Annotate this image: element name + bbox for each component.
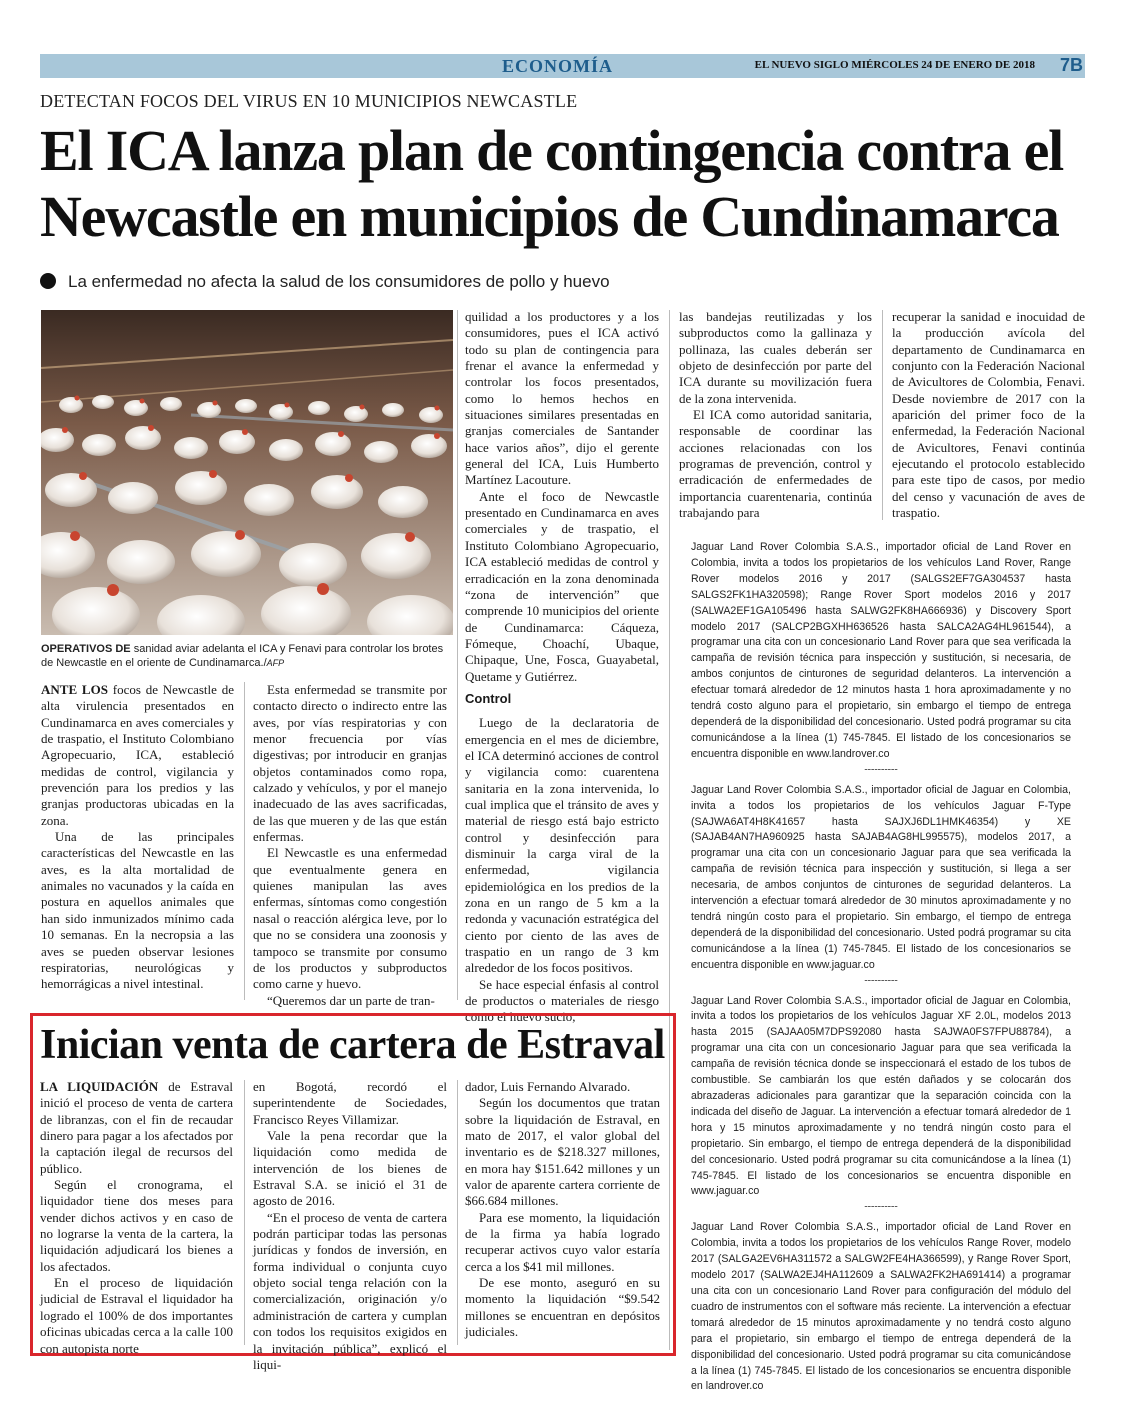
paragraph-text: de Estraval inició el proceso de venta de cartera de libranzas, con el fin de recaudar dinero para pagar a los afectados por la captación ilegal de recursos del público. [40,1079,233,1176]
paragraph: Una de las principales características del Newcastle en las aves, es la alta mortalidad de animales no vacunados y la caída en postura en aquellos animales que han sido inmunizados mínimo cada 10 semanas. En la necropsia a las aves se pueden observar lesiones respiratorias, neurológicas y hemorrágicas a nivel intestinal. [41,829,234,992]
estraval-column-2 [253,1079,447,1373]
main-article-column-1 [41,682,234,993]
notice-separator: ---------- [864,763,898,775]
lead-in: LA LIQUIDACIÓN [40,1079,159,1094]
paragraph: El ICA como autoridad sanitaria, responsable de coordinar las acciones relacionadas con los programas de prevención, control y erradicación de enfermedades de importancia cuarentenaria, continúa trabajando para [679,407,872,521]
paragraph: Según los documentos que tratan sobre la liquidación de Estraval, en mato de 2017, el valor global del inventario es de $218.327 millones, en mora hay $151.642 millones y un valor de aparente cartera corriente de $66.684 millones. [465,1095,660,1209]
paragraph: dador, Luis Fernando Alvarado. [465,1079,631,1094]
page-number: 7B [1059,55,1083,75]
paragraph: Ante el foco de Newcastle presentado en Cundinamarca en aves comerciales y de traspatio, el Instituto Colombiano Agropecuario, ICA estableció medidas de control y erradicación en la zona denominada “zona de intervención” que comprende 10 municipios del oriente de Cundinamarca: Cáqueza, Fómeque, Choachí, Ubaque, Chipaque, Une, Fosca, Guayabetal, Quetame y Gutiérrez. [465,488,659,684]
photo-caption [41,642,453,670]
paragraph: “En el proceso de venta de cartera podrán participar todas las personas jurídicas y fondos de inversión, en forma individual o conjunta cuyo objeto social tenga relación con la comercialización, originación y/o administración de cartera y cumplan con todos los requisitos exigidos en la invitación pública”, explicó el liqui- [253,1209,447,1372]
notice-separator: ---------- [864,974,898,986]
notice: Jaguar Land Rover Colombia S.A.S., importador oficial de Land Rover en Colombia, invita a todos los propietarios de los vehículos Land Rover, Range Rover modelos 2016 y 2017 (SALGS2EF7GA304537 hasta SALGS2FK1HA320598); Range Rover Sport modelos 2016 y 2017 (SALWA2EF1GA105496 hasta SALWG2FK8HA666936) y Discovery Sport modelo 2017 (SALCP2BGXHH636526 hasta SALCA2AG4HL961544), a programar una cita con un concesionario Land Rover para que sea verificada la campaña de revisión técnica para inspección y sustitución, si necesaria, de ambos conjuntos de cinturones de seguridad delanteros. La intervención a efectuar tomará alrededor de 12 minutos hasta 1 hora aproximadamente y no tendrá costo alguno para el propietario, sin embargo el tiempo de entrega dependerá de la disponibilidad del concesionario. Usted podrá programar su cita comunicándose a la línea (1) 745-7845. El listado de los concesionarios se encuentra disponible en www.landrover.co [691,541,1071,760]
kicker: DETECTAN FOCOS DEL VIRUS EN 10 MUNICIPIOS NEWCASTLE [40,91,578,111]
deck-text: La enfermedad no afecta la salud de los consumidores de pollo y huevo [68,272,610,291]
column-divider [244,1080,245,1345]
masthead-date: EL NUEVO SIGLO MIÉRCOLES 24 DE ENERO DE 2018 [754,59,1035,71]
paragraph: quilidad a los productores y a los consumidores, pues el ICA activó todo su plan de contingencia para frenar el avance la enfermedad y controlar los focos presentados, como lo hemos hechos en situaciones similares presentadas en granjas comerciales de Santander hace varios años”, dijo el gerente general del ICA, Luis Humberto Martínez Lacouture. [465,309,659,488]
paragraph: De ese monto, aseguró en su momento la liquidación “$9.542 millones se encuentran en depósitos judiciales. [465,1275,660,1340]
paragraph: Para ese momento, la liquidación de la firma ya había logrado recuperar activos cuyo valor estaría cerca a los $41 mil millones. [465,1209,660,1274]
subhead: Control [465,690,512,706]
column-divider [244,682,245,1000]
notice: Jaguar Land Rover Colombia S.A.S., importador oficial de Jaguar en Colombia, invita a todos los propietarios de los vehículos Jaguar F-Type (SAJWA6AT4H8K41657 hasta SAJXJ6DL1HMK46354) y XE (SAJAB4AN7HA960925 hasta SAJAB4AG8HL995575), modelos 2017, a programar una cita con un concesionario Jaguar para que sea verificada la campaña de revisión técnica para inspección y sustitución, si llega a ser necesaria, de ambos conjuntos de cinturones de seguridad delanteros. La intervención a efectuar tomará alrededor de 30 minutos aproximadamente y no tendrá ningún costo para el propietario. Sin embargo, el tiempo de entrega dependerá de la disponibilidad del concesionario. Usted podrá programar su cita comunicándose a la línea (1) 745-7845. El listado de los concesionarios se encuentra disponible en www.jaguar.co [691,783,1071,971]
section-name: ECONOMÍA [502,56,613,76]
paragraph: El Newcastle es una enfermedad que eventualmente genera en quienes manipulan las aves enfermas, síntomas como congestión nasal o reacción alérgica leve, por lo que no se considera una zoonosis y tampoco se transmite por consumo de los productos y subproductos como carne y huevo. [253,845,447,992]
paragraph: Vale la pena recordar que la liquidación como medida de intervención de los bienes de Estraval S.A. se inició el 31 de agosto de 2016. [253,1128,447,1209]
section-header-band [40,54,1085,78]
estraval-column-1 [40,1079,233,1357]
paragraph: en Bogotá, recordó el superintendente de Sociedades, Francisco Reyes Villamizar. [253,1079,447,1127]
chickens-image [41,310,453,635]
paragraph: Esta enfermedad se transmite por contacto directo o indirecto entre las aves, por vías respiratorias y con menor frecuencia por vías digestivas; por introducir en granjas objetos contaminados como ropa, calzado y vehículos, y por el manejo inadecuado de las aves sacrificadas, de las que mueren y de las que están enfermas. [253,682,447,845]
notice: Jaguar Land Rover Colombia S.A.S., importador oficial de Land Rover en Colombia, invita a todos los propietarios de los vehículos Range Rover, modelo 2017 (SALGA2EV6HA311572 a SALGW2FE4HA366599), y Range Rover Sport, modelo 2017 (SALWA2EJ4HA112609 a SALWA2FK2HA691414) a programar una cita con un concesionario Land Rover para configuración del módulo del cuadro de instrumentos con el software más reciente. La intervención a efectuar tomará alrededor de 15 minutos aproximadamente y no tendrá costo alguno para el propietario, sin embargo el tiempo de entrega dependerá de la disponibilidad del concesionario. Usted podrá programar su cita comunicándose a la línea (1) 745-7845. El listado de los concesionarios se encuentra disponible en landrover.co [691,1221,1071,1393]
main-article-column-3 [465,309,659,1026]
paragraph [40,1079,233,1177]
bullet-dot-icon [40,273,56,289]
paragraph: “Queremos dar un parte de tran- [267,992,435,1008]
paragraph [41,682,234,829]
column-divider [457,310,458,1000]
paragraph: recuperar la sanidad e inocuidad de la producción avícola del departamento de Cundinamarca en conjunto con la Federación Nacional de Avicultores de Colombia, Fenavi. Desde noviembre de 2017 con la aparición del primer foco de la enfermedad, la Federación Nacional de Avicultores, Fenavi continúa ejecutando el protocolo establecido para este tipo de casos, por medio del censo y vacunación de aves de traspatio. [892,309,1085,521]
column-divider [882,310,883,520]
paragraph: Luego de la declaratoria de emergencia en el mes de diciembre, el ICA determinó acciones de control y vigilancia como: cuarentena sanitaria en la zona intervenida, lo cual implica que el tránsito de aves y material de riesgo está bajo estricto control y desinfección para disminuir la carga viral de la enfermedad, vigilancia epidemiológica en los predios de la zona en un rango de 5 km a la redonda y vacunación estratégica del ciento por ciento de las aves de traspatio en un rango de 3 km alrededor de los focos positivos. [465,715,659,976]
notice-separator: ---------- [864,1201,898,1213]
lead-in: ANTE LOS [41,682,108,697]
paragraph: las bandejas reutilizadas y los subproductos como la gallinaza y pollinaza, las cuales deberán ser objeto de desinfección por parte del ICA durante su movilización fuera de la zona intervenida. [679,309,872,406]
paragraph: En el proceso de liquidación judicial de Estraval el liquidador ha logrado el 100% de dos importantes oficinas ubicadas cerca a la calle 100 con autopista norte [40,1275,233,1356]
paragraph: Según el cronograma, el liquidador tiene dos meses para vender dichos activos y en caso de no lograrse la venta de la cartera, la liquidación adjudicará los bienes a los afectados. [40,1177,233,1274]
deck [40,272,610,292]
paragraph-text: focos de Newcastle de alta virulencia presentados en Cundinamarca en aves comerciales y de traspatio, el Instituto Colombiano Agropecuario, ICA, estableció medidas de control, vigilancia y prevención para los predios y las granjas productoras ubicadas en la zona. [41,682,234,828]
poultry-photo [41,310,453,635]
main-article-column-4 [679,309,872,521]
estraval-headline: Inician venta de cartera de Estraval [40,1022,665,1068]
main-article-column-2 [253,682,447,1009]
column-divider [457,1080,458,1345]
legal-notices [677,540,1085,1393]
caption-lead: OPERATIVOS DE [41,643,131,655]
main-article-column-5 [892,309,1085,521]
photo-credit: AFP [266,658,285,668]
main-headline: El ICA lanza plan de contingencia contra el Newcastle en municipios de Cundinamarca [40,118,1064,249]
paragraph: Se hace especial énfasis al control de productos o materiales de riesgo como el huevo sucio, [465,976,659,1025]
caption-text: sanidad aviar adelanta el ICA y Fenavi para controlar los brotes de Newcastle en el oriente de Cundinamarca./ [41,643,444,669]
estraval-column-3 [465,1079,660,1341]
notice: Jaguar Land Rover Colombia S.A.S., importador oficial de Jaguar en Colombia, invita a todos los propietarios de los vehículos Jaguar XF 2.0L, modelos 2013 hasta 2015 (SAJAA05M7DPS92080 hasta SAJWA0FS7FPU88784), a programar una cita con un concesionario Jaguar para que sea verificada la campaña de revisión técnica donde se inspeccionará el estado de los tubos de combustible. Se cambiarán los que estén dañados y se colocarán dos abrazaderas adicionales para garantizar que la separación coincida con la indicada del diseño de Jaguar. La intervención a efectuar tomará alrededor de 1 hora y 15 minutos aproximadamente y no tendrá ningún costo para el propietario. Sin embargo, el tiempo de entrega dependerá de la disponibilidad del concesionario. Usted podrá programar su cita comunicándose a la línea (1) 745-7845. El listado de los concesionarios se encuentra disponible en www.jaguar.co [691,994,1071,1198]
